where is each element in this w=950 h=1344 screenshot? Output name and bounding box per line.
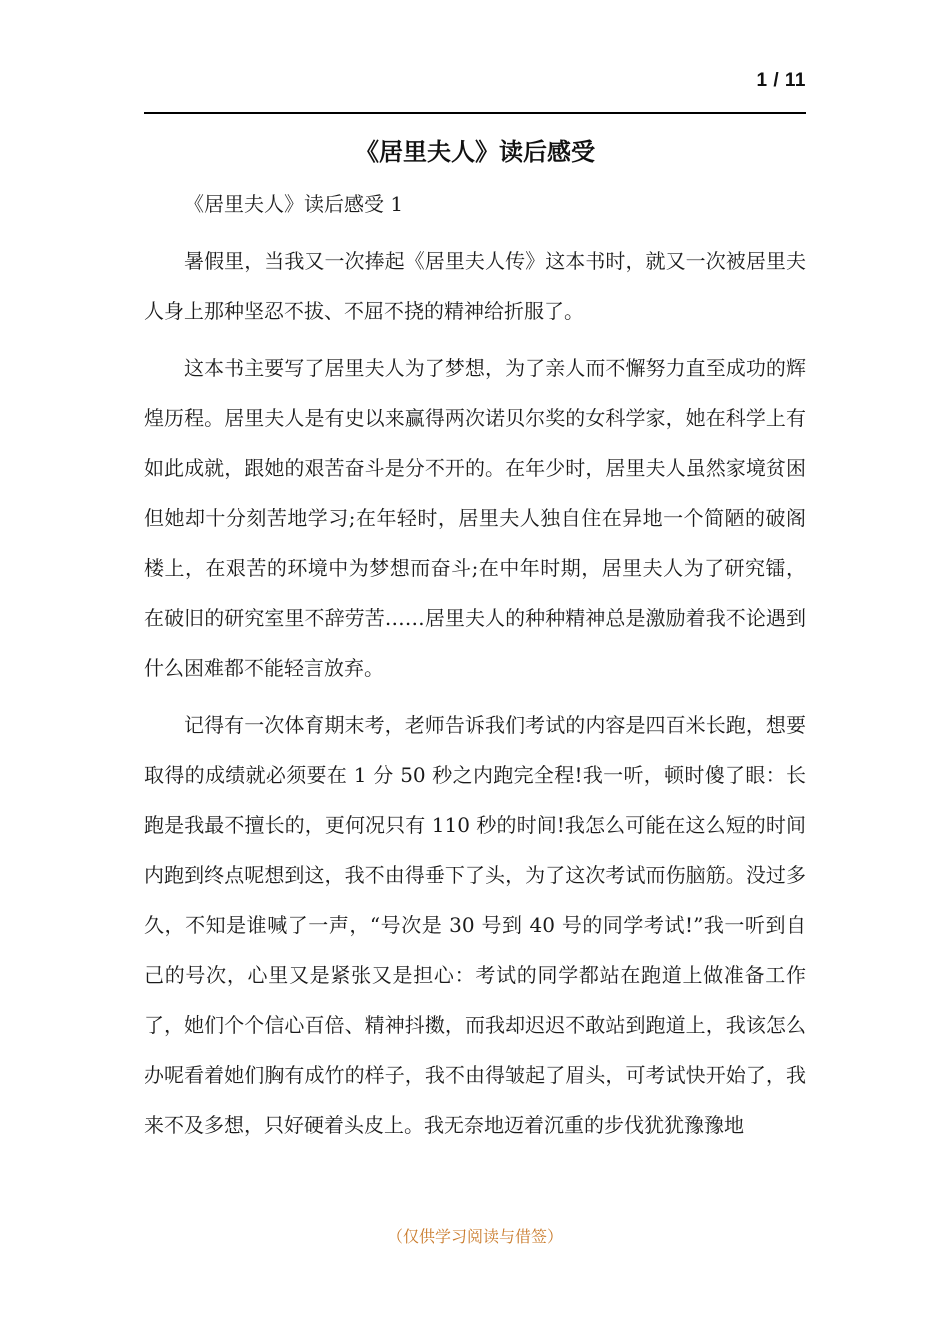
paragraph-3: 记得有一次体育期末考，老师告诉我们考试的内容是四百米长跑，想要取得的成绩就必须要在 1 分 50 秒之内跑完全程!我一听，顿时傻了眼：长跑是我最不擅长的，更何况只有 110 秒的时间!我怎么可能在这么短的时间内跑到终点呢想到这，我不由得垂下了头，为了这次考试而伤脑筋。没过多久，不知是谁喊了一声，“号次是 30 号到 40 号的同学考试!”我一听到自己的号次，心里又是紧张又是担心：考试的同学都站在跑道上做准备工作了，她们个个信心百倍、精神抖擞，而我却迟迟不敢站到跑道上，我该怎么办呢看着她们胸有成竹的样子，我不由得皱起了眉头，可考试快开始了，我来不及多想，只好硬着头皮上。我无奈地迈着沉重的步伐犹犹豫豫地 [144, 713, 806, 1137]
footer-note: （仅供学习阅读与借签） [386, 1227, 563, 1246]
document-body [144, 179, 806, 1150]
paragraph-1: 暑假里，当我又一次捧起《居里夫人传》这本书时，就又一次被居里夫人身上那种坚忍不拔、不屈不挠的精神给折服了。 [144, 249, 806, 323]
document-title: 《居里夫人》读后感受 [355, 138, 595, 166]
header-rule [144, 112, 806, 114]
paragraph-2: 这本书主要写了居里夫人为了梦想，为了亲人而不懈努力直至成功的辉煌历程。居里夫人是有史以来赢得两次诺贝尔奖的女科学家，她在科学上有如此成就，跟她的艰苦奋斗是分不开的。在年少时，居里夫人虽然家境贫困但她却十分刻苦地学习;在年轻时，居里夫人独自住在异地一个简陋的破阁楼上，在艰苦的环境中为梦想而奋斗;在中年时期，居里夫人为了研究镭，在破旧的研究室里不辞劳苦……居里夫人的种种精神总是激励着我不论遇到什么困难都不能轻言放弃。 [144, 356, 806, 680]
page-number: 1 / 11 [756, 70, 806, 91]
section-subtitle: 《居里夫人》读后感受 1 [184, 192, 404, 216]
